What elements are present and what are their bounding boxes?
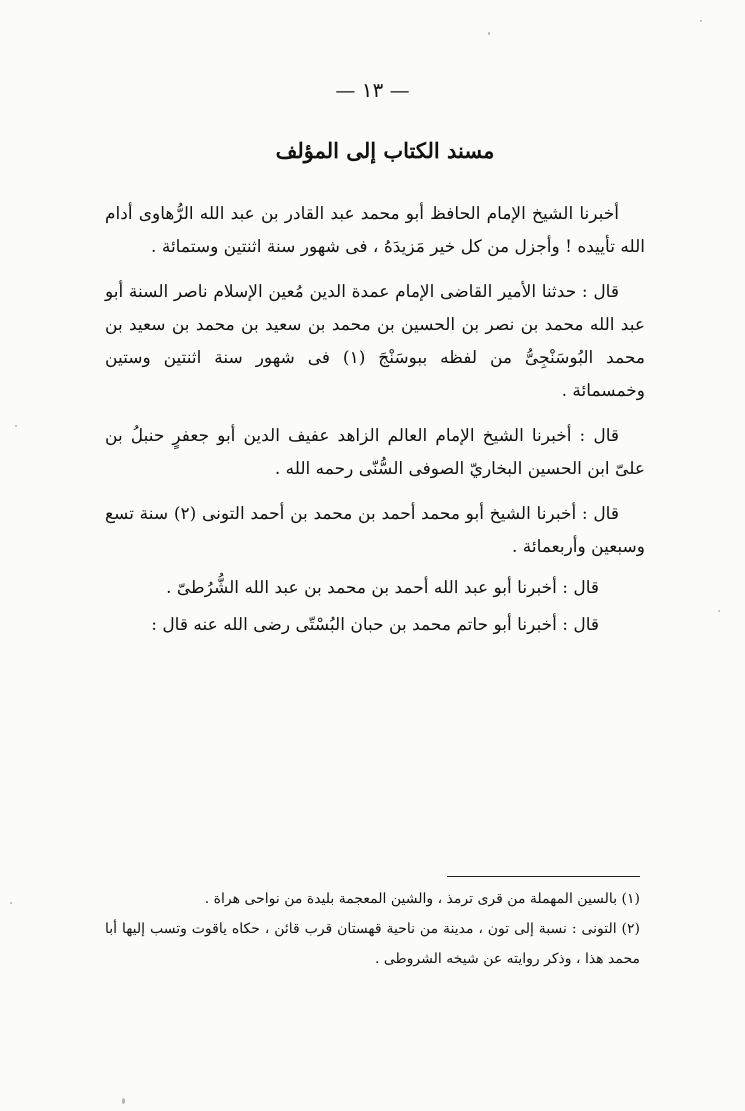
- scan-speck: [10, 902, 12, 904]
- scan-speck: [700, 20, 702, 22]
- scan-speck: [488, 32, 490, 35]
- paragraph: قال : أخبرنا أبو حاتم محمد بن حبان البُسْتّى رضى الله عنه قال :: [151, 615, 599, 635]
- section-heading: مسند الكتاب إلى المؤلف: [275, 138, 495, 163]
- paragraph: قال : أخبرنا الشيخ الإمام العالم الزاهد عفيف الدين أبو جعفرٍ حنبلُ بن علىّ ابن الحسين البخاريّ الصوفى السُّنّى رحمه الله .: [105, 426, 645, 479]
- paragraph: قال : أخبرنا أبو عبد الله أحمد بن محمد بن عبد الله الشُّرُطىّ .: [166, 578, 599, 598]
- main-text: [105, 198, 645, 646]
- scan-speck: [718, 610, 720, 612]
- footnotes: [105, 884, 640, 974]
- paragraph: قال : أخبرنا الشيخ أبو محمد أحمد بن محمد بن أحمد التونى (٢) سنة تسع وسبعين وأربعمائة .: [105, 504, 645, 557]
- paragraph: أخبرنا الشيخ الإمام الحافظ أبو محمد عبد القادر بن عبد الله الرُّهاوى أدام الله تأييده ! وأجزل من كل خير مَزيدَهُ ، فى شهور سنة اثنتين وستمائة .: [105, 204, 645, 257]
- footnote-divider: [447, 876, 640, 877]
- page-number: — ١٣ —: [335, 78, 410, 102]
- scan-speck: [122, 1098, 125, 1104]
- footnote: (١) بالسين المهملة من قرى ترمذ ، والشين المعجمة بليدة من نواحى هراة .: [204, 891, 640, 907]
- scan-speck: [15, 425, 17, 427]
- footnote: (٢) التونى : نسبة إلى تون ، مدينة من ناحية قهستان قرب قائن ، حكاه ياقوت وتسب إليها أبا محمد هذا ، وذكر روايته عن شيخه الشروطى .: [105, 921, 640, 967]
- paragraph: قال : حدثنا الأمير القاضى الإمام عمدة الدين مُعين الإسلام ناصر السنة أبو عبد الله محمد بن نصر بن الحسين بن محمد بن سعيد بن محمد بن سعيد بن محمد البُوسَنْجِىُّ من لفظه ببوسَنْجَ (١) فى شهور سنة اثنتين وستين وخمسمائة .: [105, 282, 645, 401]
